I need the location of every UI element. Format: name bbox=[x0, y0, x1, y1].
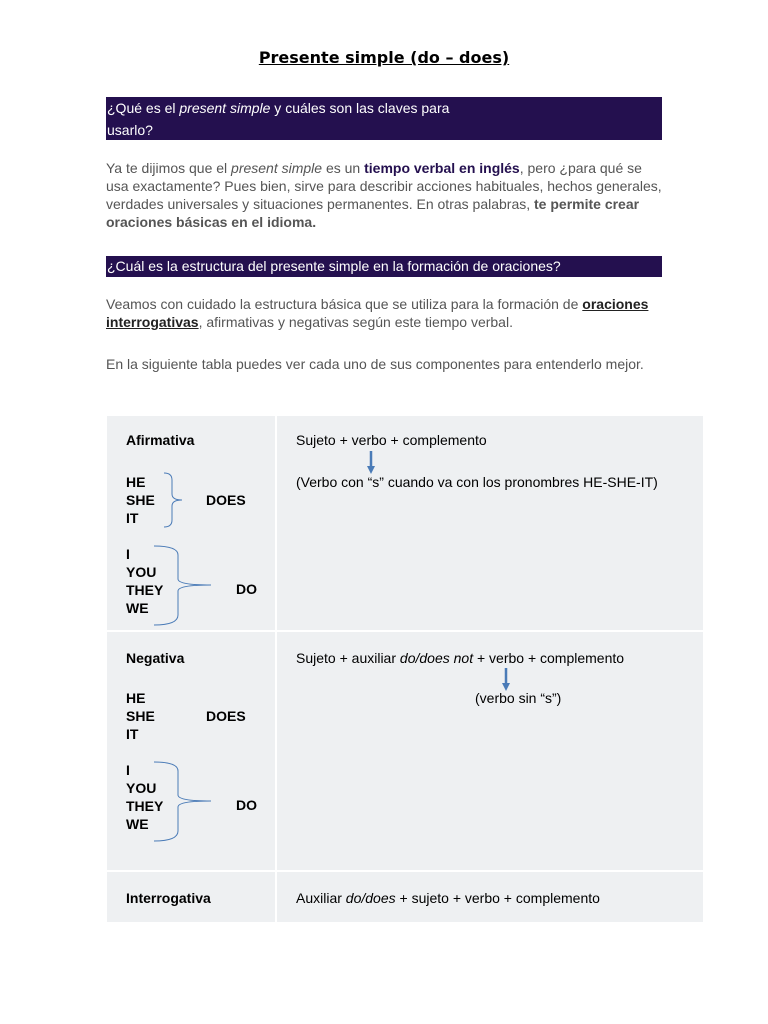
right-brace-icon bbox=[162, 472, 188, 528]
affirmative-note: (Verbo con “s” cuando va con los pronombres HE-SHE-IT) bbox=[296, 474, 658, 490]
pronoun: I bbox=[126, 546, 130, 562]
verb-does: DOES bbox=[206, 492, 246, 508]
table-cell-label bbox=[107, 416, 275, 630]
affirmative-formula: Sujeto + verbo + complemento bbox=[296, 432, 487, 448]
text: es un bbox=[322, 160, 365, 176]
pronoun: WE bbox=[126, 816, 149, 832]
emphasis: present simple bbox=[231, 160, 323, 176]
table-cell-label bbox=[107, 872, 275, 922]
affirmative-label: Afirmativa bbox=[126, 432, 195, 448]
negative-note: (verbo sin “s”) bbox=[475, 690, 562, 706]
table-row-negative bbox=[107, 632, 703, 870]
verb-do: DO bbox=[236, 797, 257, 813]
table-row-interrogative bbox=[107, 872, 703, 922]
pronoun: YOU bbox=[126, 780, 157, 796]
heading-emphasis: present simple bbox=[179, 100, 271, 116]
text: + sujeto + verbo + complemento bbox=[395, 890, 600, 906]
heading-text: y cuáles son las claves para bbox=[270, 100, 450, 116]
table-intro-paragraph: En la siguiente tabla puedes ver cada uno de sus componentes para entenderlo mejor. bbox=[106, 356, 644, 372]
strong-text: te permite crear oraciones básicas en el idioma. bbox=[106, 196, 640, 230]
heading-text: ¿Qué es el bbox=[107, 100, 180, 116]
section-heading-what-is bbox=[106, 97, 662, 140]
grammar-table bbox=[107, 416, 703, 922]
interrogative-sentences-link[interactable]: oraciones interrogativas bbox=[106, 296, 649, 330]
section-heading-structure: ¿Cuál es la estructura del presente simple en la formación de oraciones? bbox=[106, 256, 662, 277]
table-row-affirmative bbox=[107, 416, 703, 630]
strong-text: tiempo verbal en inglés bbox=[364, 160, 520, 176]
page-title: Presente simple (do – does) bbox=[258, 48, 510, 67]
negative-label: Negativa bbox=[126, 650, 185, 666]
interrogative-label: Interrogativa bbox=[126, 890, 211, 906]
pronoun: HE bbox=[126, 474, 146, 490]
text: Ya te dijimos que el bbox=[106, 160, 232, 176]
text: Auxiliar bbox=[296, 890, 346, 906]
text: , pero ¿para qué se usa exactamente? Pues bien, sirve para describir acciones habituales, hechos generales, verdades universales y situaciones permanentes. En otras palabras, bbox=[106, 160, 662, 212]
arrow-down-icon bbox=[366, 451, 376, 475]
text: + verbo + complemento bbox=[473, 650, 625, 666]
emphasis: do/does not bbox=[399, 650, 474, 666]
heading-text: usarlo? bbox=[107, 122, 153, 138]
table-cell-formula bbox=[277, 872, 703, 922]
interrogative-formula bbox=[296, 889, 600, 907]
pronoun: SHE bbox=[126, 492, 155, 508]
pronoun: WE bbox=[126, 600, 149, 616]
pronoun: THEY bbox=[126, 798, 164, 814]
table-cell-label bbox=[107, 632, 275, 870]
right-brace-icon bbox=[153, 761, 213, 843]
text: Sujeto + auxiliar bbox=[296, 650, 400, 666]
intro-paragraph bbox=[106, 159, 666, 231]
right-brace-icon bbox=[153, 545, 213, 627]
verb-do: DO bbox=[236, 581, 257, 597]
pronoun: IT bbox=[126, 510, 139, 526]
verb-does: DOES bbox=[206, 708, 246, 724]
table-cell-formula bbox=[277, 632, 703, 870]
negative-formula bbox=[296, 649, 624, 667]
pronoun: THEY bbox=[126, 582, 164, 598]
table-cell-formula bbox=[277, 416, 703, 630]
pronoun: SHE bbox=[126, 708, 155, 724]
text: , afirmativas y negativas según este tiempo verbal. bbox=[198, 314, 513, 330]
pronoun: HE bbox=[126, 690, 146, 706]
text: Veamos con cuidado la estructura básica que se utiliza para la formación de bbox=[106, 296, 583, 312]
pronoun: I bbox=[126, 762, 130, 778]
pronoun: IT bbox=[126, 726, 139, 742]
emphasis: do/does bbox=[345, 890, 396, 906]
pronoun: YOU bbox=[126, 564, 157, 580]
structure-paragraph bbox=[106, 295, 666, 331]
